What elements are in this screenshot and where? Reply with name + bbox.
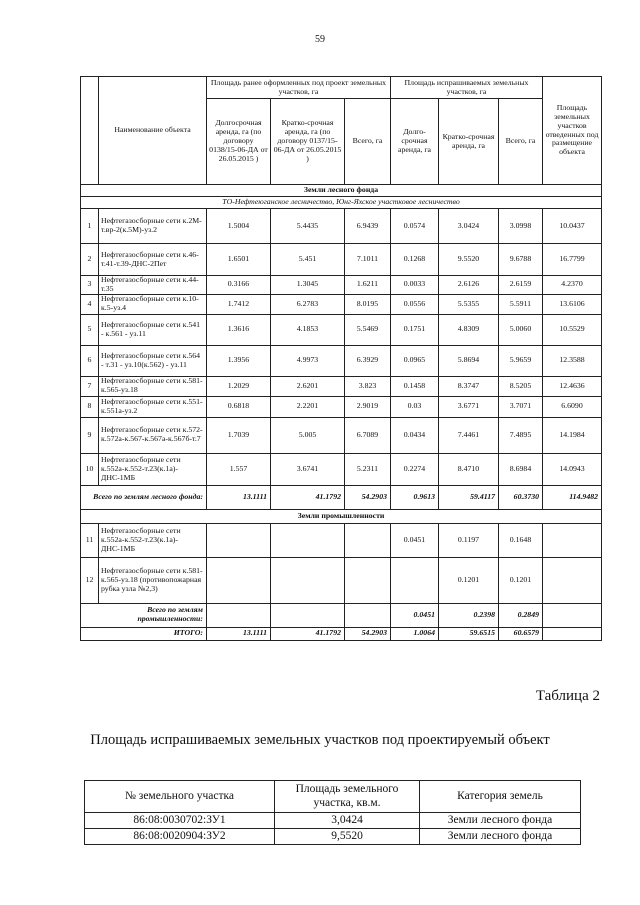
cell-row-index: 4 (81, 294, 99, 314)
grand-total-prev-long: 13.1111 (207, 627, 271, 640)
cell-prev-long: 0.6818 (207, 396, 271, 417)
cell-req-long: 0.0033 (391, 276, 439, 295)
cell-prev-total: 5.5469 (345, 314, 391, 345)
forest-total-req-short: 59.4117 (439, 485, 499, 509)
table-row (81, 276, 602, 295)
industry-total-prev-total (345, 603, 391, 627)
cell-prev-short: 4.1853 (271, 314, 345, 345)
cell-req-short: 3.6771 (439, 396, 499, 417)
cell-plot-number: 86:08:0020904:ЗУ2 (85, 829, 275, 845)
cell-row-index: 1 (81, 209, 99, 244)
cell-req-long: 0.0451 (391, 523, 439, 557)
cell-req-short: 8.3747 (439, 376, 499, 396)
cell-allotted: 10.0437 (543, 209, 602, 244)
cell-object-name: Нефтегазосборные сети к.541 - к.561 - уз.11 (99, 314, 207, 345)
header-name: Наименование объекта (99, 77, 207, 185)
forest-total-prev-total: 54.2903 (345, 485, 391, 509)
table-row (81, 417, 602, 453)
cell-land-category: Земли лесного фонда (420, 813, 581, 829)
grand-total-prev-short: 41.1792 (271, 627, 345, 640)
cell-allotted: 4.2370 (543, 276, 602, 295)
cell-object-name: Нефтегазосборные сети к.2М-т.вр-2(к.5М)-уз.2 (99, 209, 207, 244)
cell-prev-long: 1.2029 (207, 376, 271, 396)
cell-prev-short (271, 523, 345, 557)
cell-req-short: 5.5355 (439, 294, 499, 314)
cell-row-index: 3 (81, 276, 99, 295)
cell-allotted: 10.5529 (543, 314, 602, 345)
forest-total-req-long: 0.9613 (391, 485, 439, 509)
industry-total-req-short: 0.2398 (439, 603, 499, 627)
header-req-total: Всего, га (499, 99, 543, 185)
cell-req-long: 0.03 (391, 396, 439, 417)
cell-req-short: 4.8309 (439, 314, 499, 345)
cell-req-total: 0.1201 (499, 557, 543, 603)
header-group-prev: Площадь ранее оформленных под проект земельных участков, га (207, 77, 391, 99)
table-row (81, 376, 602, 396)
cell-prev-short: 6.2783 (271, 294, 345, 314)
cell-req-total: 8.5205 (499, 376, 543, 396)
cell-prev-long: 1.3616 (207, 314, 271, 345)
cell-req-long: 0.1751 (391, 314, 439, 345)
cell-prev-long: 1.5004 (207, 209, 271, 244)
t2-header-plot-number: № земельного участка (85, 781, 275, 813)
cell-row-index: 8 (81, 396, 99, 417)
cell-prev-short: 4.9973 (271, 345, 345, 376)
cell-object-name: Нефтегазосборные сети к.10-к.5-уз.4 (99, 294, 207, 314)
cell-prev-short: 3.6741 (271, 453, 345, 485)
cell-prev-total: 1.6211 (345, 276, 391, 295)
table-row (85, 813, 581, 829)
cell-object-name: Нефтегазосборные сети к.551-к.551а-уз.2 (99, 396, 207, 417)
cell-req-long: 0.1458 (391, 376, 439, 396)
cell-object-name: Нефтегазосборные сети к.552а-к.552-т.23(к.1а)-ДНС-1МБ (99, 523, 207, 557)
cell-prev-long: 1.3956 (207, 345, 271, 376)
cell-row-index: 9 (81, 417, 99, 453)
cell-row-index: 11 (81, 523, 99, 557)
cell-req-short: 8.4710 (439, 453, 499, 485)
cell-req-total: 5.5911 (499, 294, 543, 314)
cell-object-name: Нефтегазосборные сети к.564 - т.31 - уз.10(к.562) - уз.11 (99, 345, 207, 376)
t2-header-plot-area: Площадь земельного участка, кв.м. (275, 781, 420, 813)
cell-req-long (391, 557, 439, 603)
cell-req-short: 7.4461 (439, 417, 499, 453)
header-prev-total: Всего, га (345, 99, 391, 185)
table-row (81, 396, 602, 417)
cell-prev-total: 5.2311 (345, 453, 391, 485)
cell-req-total: 8.6984 (499, 453, 543, 485)
cell-land-category: Земли лесного фонда (420, 829, 581, 845)
cell-prev-total: 3.823 (345, 376, 391, 396)
cell-allotted (543, 523, 602, 557)
cell-req-short: 3.0424 (439, 209, 499, 244)
industry-total-prev-short (271, 603, 345, 627)
header-allotted: Площадь земельных участков отведенных под размещение объекта (543, 77, 602, 185)
grand-total-req-total: 60.6579 (499, 627, 543, 640)
cell-prev-short: 5.005 (271, 417, 345, 453)
industry-total-req-long: 0.0451 (391, 603, 439, 627)
cell-prev-long: 0.3166 (207, 276, 271, 295)
cell-req-short: 9.5520 (439, 244, 499, 276)
cell-req-total: 5.0060 (499, 314, 543, 345)
grand-total-prev-total: 54.2903 (345, 627, 391, 640)
cell-req-total: 3.0998 (499, 209, 543, 244)
land-area-table (80, 76, 602, 641)
cell-prev-long: 1.7412 (207, 294, 271, 314)
header-prev-short: Кратко-срочная аренда, га (по договору 0137/15-06-ДА от 26.05.2015 ) (271, 99, 345, 185)
table2-title: Площадь испрашиваемых земельных участков под проектируемый объект (90, 732, 550, 748)
grand-total-req-long: 1.0064 (391, 627, 439, 640)
cell-row-index: 7 (81, 376, 99, 396)
cell-req-long: 0.0965 (391, 345, 439, 376)
cell-req-total: 7.4895 (499, 417, 543, 453)
cell-allotted: 12.4636 (543, 376, 602, 396)
header-blank-cell (81, 77, 99, 185)
cell-allotted: 12.3588 (543, 345, 602, 376)
page-number: 59 (315, 34, 325, 45)
cell-object-name: Нефтегазосборные сети к.581-к.565-уз.18 (99, 376, 207, 396)
industry-total-req-total: 0.2849 (499, 603, 543, 627)
cell-plot-area: 3,0424 (275, 813, 420, 829)
table-row (81, 314, 602, 345)
cell-prev-long (207, 557, 271, 603)
cell-prev-total (345, 557, 391, 603)
cell-prev-long: 1.6501 (207, 244, 271, 276)
cell-prev-total: 6.7089 (345, 417, 391, 453)
industry-total-label: Всего по землям промышленности: (81, 603, 207, 627)
cell-req-long: 0.0574 (391, 209, 439, 244)
cell-allotted: 13.6106 (543, 294, 602, 314)
industry-total-allotted (543, 603, 602, 627)
cell-prev-long (207, 523, 271, 557)
cell-object-name: Нефтегазосборные сети к.552а-к.552-т.23(к.1а)-ДНС-1МБ (99, 453, 207, 485)
cell-object-name: Нефтегазосборные сети к.44-т.35 (99, 276, 207, 295)
cell-prev-long: 1.557 (207, 453, 271, 485)
cell-plot-number: 86:08:0030702:ЗУ1 (85, 813, 275, 829)
table-row (81, 294, 602, 314)
cell-prev-total: 7.1011 (345, 244, 391, 276)
cell-row-index: 10 (81, 453, 99, 485)
industry-total-prev-long (207, 603, 271, 627)
header-req-short: Кратко-срочная аренда, га (439, 99, 499, 185)
cell-prev-total: 8.0195 (345, 294, 391, 314)
cell-req-long: 0.0556 (391, 294, 439, 314)
forest-total-req-total: 60.3730 (499, 485, 543, 509)
section-industry: Земли промышленности (81, 509, 602, 523)
subsection-forest: ТО-Нефтеюганское лесничество, Юнг-Яхское участковое лесничество (81, 197, 602, 209)
cell-req-short: 0.1197 (439, 523, 499, 557)
cell-prev-total (345, 523, 391, 557)
section-forest: Земли лесного фонда (81, 185, 602, 197)
cell-prev-long: 1.7039 (207, 417, 271, 453)
cell-req-total: 2.6159 (499, 276, 543, 295)
grand-total-allotted (543, 627, 602, 640)
cell-object-name: Нефтегазосборные сети к.46-т.41-т.39-ДНС-2Пет (99, 244, 207, 276)
header-group-req: Площадь испрашиваемых земельных участков, га (391, 77, 543, 99)
header-prev-long: Долгосрочная аренда, га (по договору 0138/15-06-ДА от 26.05.2015 ) (207, 99, 271, 185)
cell-req-total: 9.6788 (499, 244, 543, 276)
cell-allotted: 14.0943 (543, 453, 602, 485)
cell-req-short: 0.1201 (439, 557, 499, 603)
cell-row-index: 6 (81, 345, 99, 376)
requested-plots-table (84, 780, 581, 845)
cell-req-short: 5.8694 (439, 345, 499, 376)
table-row (81, 244, 602, 276)
table2-label: Таблица 2 (535, 688, 600, 704)
table-row (81, 557, 602, 603)
cell-plot-area: 9,5520 (275, 829, 420, 845)
header-req-long: Долго-срочная аренда, га (391, 99, 439, 185)
cell-row-index: 2 (81, 244, 99, 276)
cell-prev-short (271, 557, 345, 603)
cell-object-name: Нефтегазосборные сети к.581-к.565-уз.18 (противопожарная рубка узла №2,3) (99, 557, 207, 603)
cell-prev-short: 5.4435 (271, 209, 345, 244)
t2-header-land-category: Категория земель (420, 781, 581, 813)
cell-prev-total: 6.3929 (345, 345, 391, 376)
cell-req-total: 0.1648 (499, 523, 543, 557)
cell-allotted: 6.6090 (543, 396, 602, 417)
table-row (81, 453, 602, 485)
cell-req-short: 2.6126 (439, 276, 499, 295)
cell-req-long: 0.1268 (391, 244, 439, 276)
cell-allotted: 14.1984 (543, 417, 602, 453)
forest-total-prev-short: 41.1792 (271, 485, 345, 509)
grand-total-label: ИТОГО: (81, 627, 207, 640)
cell-allotted: 16.7799 (543, 244, 602, 276)
cell-req-long: 0.0434 (391, 417, 439, 453)
cell-req-total: 5.9659 (499, 345, 543, 376)
cell-allotted (543, 557, 602, 603)
cell-req-long: 0.2274 (391, 453, 439, 485)
forest-total-prev-long: 13.1111 (207, 485, 271, 509)
forest-total-allotted: 114.9482 (543, 485, 602, 509)
cell-req-total: 3.7071 (499, 396, 543, 417)
forest-total-label: Всего по землям лесного фонда: (81, 485, 207, 509)
cell-object-name: Нефтегазосборные сети к.572-к.572а-к.567-к.567а-к.567б-т.7 (99, 417, 207, 453)
table-row (81, 345, 602, 376)
cell-row-index: 12 (81, 557, 99, 603)
table-row (85, 829, 581, 845)
cell-prev-short: 1.3045 (271, 276, 345, 295)
cell-row-index: 5 (81, 314, 99, 345)
table-row (81, 523, 602, 557)
cell-prev-total: 2.9019 (345, 396, 391, 417)
grand-total-req-short: 59.6515 (439, 627, 499, 640)
cell-prev-short: 2.6201 (271, 376, 345, 396)
cell-prev-total: 6.9439 (345, 209, 391, 244)
cell-prev-short: 2.2201 (271, 396, 345, 417)
table-row (81, 209, 602, 244)
cell-prev-short: 5.451 (271, 244, 345, 276)
